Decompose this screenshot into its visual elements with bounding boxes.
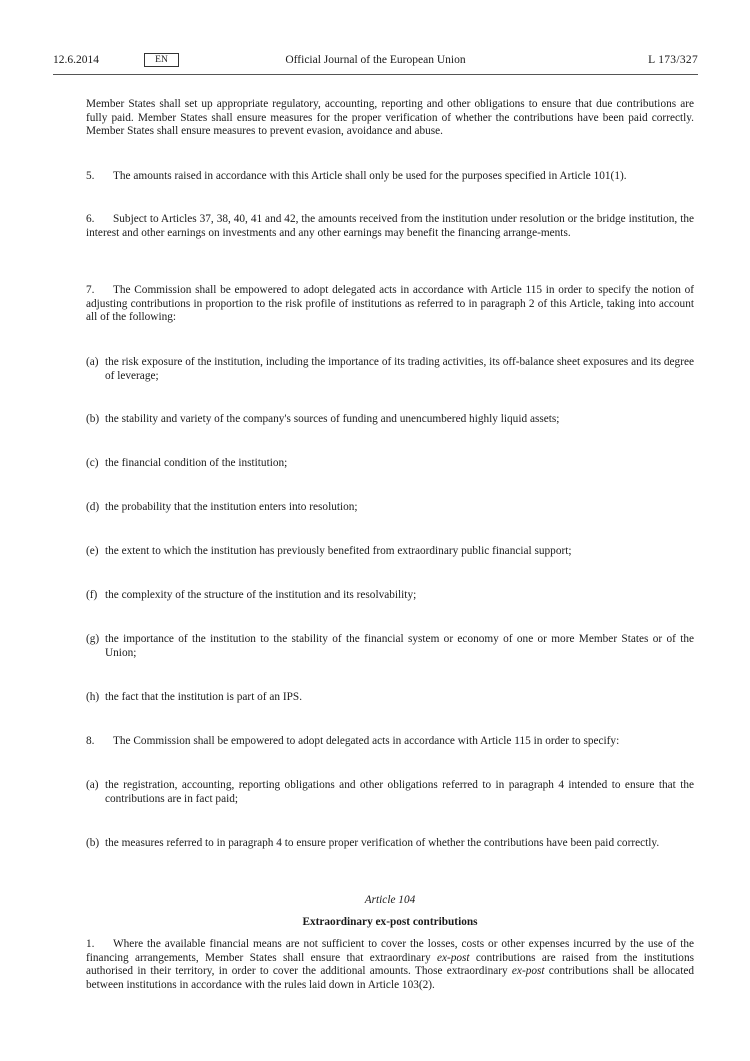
list-item-8b — [86, 837, 694, 851]
item-text: the complexity of the structure of the institution and its resolvability; — [105, 589, 417, 601]
list-item-7b — [86, 413, 694, 427]
item-text: the extent to which the institution has previously benefited from extraordinary public financial support; — [105, 545, 572, 557]
list-item-7d — [86, 501, 694, 515]
item-label: (d) — [86, 501, 100, 513]
header-divider — [53, 74, 698, 75]
page-reference: L 173/327 — [648, 54, 698, 66]
list-item-7e — [86, 545, 694, 559]
item-label: (e) — [86, 545, 99, 557]
language-badge: EN — [144, 53, 179, 67]
emphasis-ex-post: ex-post — [511, 965, 545, 978]
list-item-7c — [86, 457, 694, 471]
item-label: (f) — [86, 589, 98, 601]
paragraph-number: 7. — [86, 284, 95, 296]
item-text: the fact that the institution is part of an IPS. — [105, 691, 303, 703]
page-header — [53, 52, 698, 72]
list-item-7f — [86, 589, 694, 603]
paragraph-text: The Commission shall be empowered to adopt delegated acts in accordance with Article 115 in order to specify the notion of adjusting contributions in proportion to the risk profile of institutions as referred to in paragraph 2 of this Article, taking into account all of the following: — [86, 284, 694, 324]
publication-date: 12.6.2014 — [53, 54, 99, 66]
list-item-7g — [86, 633, 694, 660]
article-title: Extraordinary ex-post contributions — [302, 916, 478, 928]
item-label: (b) — [86, 413, 100, 425]
article-number: Article 104 — [364, 894, 416, 906]
item-label: (a) — [86, 779, 99, 791]
item-label: (g) — [86, 633, 100, 645]
item-label: (h) — [86, 691, 100, 703]
paragraph-text: The Commission shall be empowered to adopt delegated acts in accordance with Article 115 in order to specify: — [113, 735, 620, 747]
list-item-8a — [86, 779, 694, 806]
item-text: the measures referred to in paragraph 4 to ensure proper verification of whether the contributions have been paid correctly. — [105, 837, 660, 849]
paragraph-number: 5. — [86, 170, 95, 182]
list-item-7h — [86, 691, 694, 705]
paragraph-7 — [86, 284, 694, 325]
paragraph-number: 6. — [86, 213, 95, 225]
item-text: the financial condition of the institution; — [105, 457, 288, 469]
list-item-7a — [86, 356, 694, 383]
item-label: (a) — [86, 356, 99, 368]
paragraph-text: Subject to Articles 37, 38, 40, 41 and 42, the amounts received from the institution under resolution or the bridge institution, the interest and other earnings on investments and any other earnings may benefit the financing arrange-ments. — [86, 213, 694, 239]
paragraph-text-part: contributions are raised from the institutions authorised in their territory, in order to cover the additional amounts. Those extraordinary — [86, 951, 694, 978]
item-text: the registration, accounting, reporting obligations and other obligations referred to in paragraph 4 intended to ensure that the contributions are in fact paid; — [105, 779, 694, 805]
item-text: the stability and variety of the company's sources of funding and unencumbered highly liquid assets; — [105, 413, 560, 425]
item-label: (b) — [86, 837, 100, 849]
paragraph-5 — [86, 170, 694, 184]
paragraph-number: 1. — [86, 938, 95, 950]
paragraph-text: The amounts raised in accordance with this Article shall only be used for the purposes specified in Article 101(1). — [113, 170, 627, 182]
item-label: (c) — [86, 457, 99, 469]
item-text: the importance of the institution to the stability of the financial system or economy of one or more Member States or of the Union; — [105, 633, 694, 659]
paragraph-6 — [86, 213, 694, 240]
item-text: the probability that the institution enters into resolution; — [105, 501, 358, 513]
paragraph-number: 8. — [86, 735, 95, 747]
article-104-paragraph-1 — [86, 938, 694, 992]
item-text: the risk exposure of the institution, including the importance of its trading activities, its off-balance sheet exposures and its degree of leverage; — [105, 356, 694, 382]
intro-paragraph: Member States shall set up appropriate regulatory, accounting, reporting and other obligations to ensure that due contributions are fully paid. Member States shall ensure measures for the proper verification of whether the contributions have been paid correctly. Member States shall ensure measures to prevent evasion, avoidance and abuse. — [86, 98, 694, 138]
paragraph-text-part: contributions shall be allocated between institutions in accordance with the rules laid down in Article 103(2). — [86, 965, 694, 991]
journal-title: Official Journal of the European Union — [285, 54, 466, 66]
paragraph-8 — [86, 735, 694, 749]
emphasis-ex-post: ex-post — [436, 951, 470, 964]
paragraph-text-part: Where the available financial means are not sufficient to cover the losses, costs or other expenses incurred by the use of the financing arrangements, Member States shall ensure that extraordinary — [86, 938, 694, 964]
